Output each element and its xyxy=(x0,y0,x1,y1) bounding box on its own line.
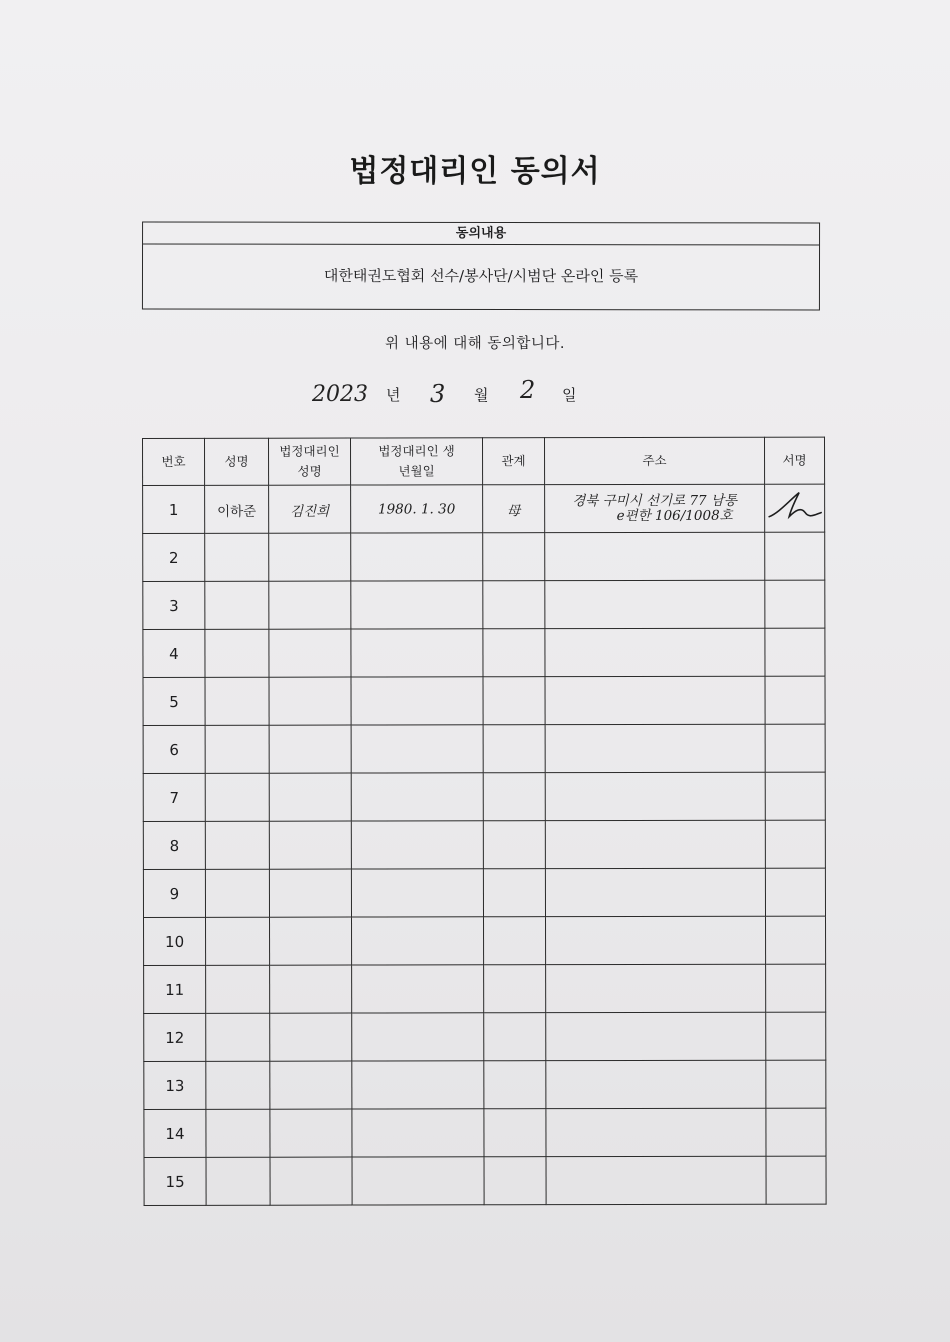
row-number: 3 xyxy=(143,581,205,629)
guardian-birthdate xyxy=(351,677,483,725)
student-name xyxy=(206,1061,270,1109)
guardian-birthdate: 1980. 1. 30 xyxy=(351,485,483,533)
table-row xyxy=(144,1156,826,1205)
row-number: 8 xyxy=(143,821,205,869)
guardian-birthdate xyxy=(352,1157,484,1205)
guardian-birthdate xyxy=(351,581,483,629)
table-row xyxy=(143,820,825,869)
guardian-relation xyxy=(484,1157,546,1205)
guardian-address xyxy=(546,1012,766,1060)
date-day-label: 일 xyxy=(562,386,577,404)
guardian-name xyxy=(269,725,351,773)
student-name xyxy=(206,1013,270,1061)
guardian-name xyxy=(269,821,351,869)
guardian-address xyxy=(545,676,765,724)
table-header-row xyxy=(143,437,825,485)
col-header-address: 주소 xyxy=(545,437,765,484)
guardian-name xyxy=(269,581,351,629)
guardian-name xyxy=(270,1061,352,1109)
guardian-birthdate xyxy=(352,917,484,965)
consent-box xyxy=(142,222,820,311)
guardian-address xyxy=(546,1108,766,1156)
guardian-signature xyxy=(766,1012,826,1060)
row-number: 1 xyxy=(143,485,205,533)
guardian-birthdate xyxy=(351,821,483,869)
student-name xyxy=(205,677,269,725)
student-name xyxy=(206,1109,270,1157)
row-number: 5 xyxy=(143,677,205,725)
row-number: 2 xyxy=(143,533,205,581)
student-name xyxy=(205,533,269,581)
guardian-signature xyxy=(766,916,826,964)
guardian-relation xyxy=(483,533,545,581)
guardian-birthdate xyxy=(352,1013,484,1061)
row-number: 9 xyxy=(143,869,205,917)
guardian-birthdate xyxy=(351,629,483,677)
table-row xyxy=(144,1060,826,1109)
consent-header: 동의내용 xyxy=(143,224,819,246)
guardian-birthdate xyxy=(352,1061,484,1109)
guardian-relation xyxy=(483,821,545,869)
guardian-relation: 母 xyxy=(483,485,545,533)
student-name xyxy=(205,821,269,869)
guardian-name xyxy=(270,1109,352,1157)
guardian-signature xyxy=(766,1060,826,1108)
col-header-no: 번호 xyxy=(143,438,205,485)
date-month-label: 월 xyxy=(474,386,489,404)
guardian-name-header-text: 법정대리인 성명 xyxy=(279,443,340,479)
guardian-signature xyxy=(765,820,825,868)
guardian-name xyxy=(269,533,351,581)
guardian-relation xyxy=(483,869,545,917)
student-name xyxy=(205,773,269,821)
guardian-relation xyxy=(483,773,545,821)
handwritten-signature xyxy=(765,486,825,526)
guardian-relation xyxy=(484,1109,546,1157)
guardian-address xyxy=(546,964,766,1012)
guardian-relation xyxy=(483,725,545,773)
guardian-signature xyxy=(765,868,825,916)
table-row xyxy=(143,772,825,821)
table-row xyxy=(143,484,825,533)
address-line-1: 경북 구미시 선기로 77 남통 xyxy=(572,492,738,509)
table-row xyxy=(144,1108,826,1157)
guardian-address xyxy=(546,1156,766,1204)
guardian-name xyxy=(269,869,351,917)
row-number: 14 xyxy=(144,1109,206,1157)
row-number: 6 xyxy=(143,725,205,773)
col-header-signature: 서명 xyxy=(764,437,824,484)
table-row xyxy=(143,724,825,773)
guardian-address xyxy=(545,868,765,916)
guardian-name xyxy=(270,1013,352,1061)
guardian-relation xyxy=(484,917,546,965)
guardian-address xyxy=(545,820,765,868)
student-name xyxy=(205,725,269,773)
student-name xyxy=(206,1157,270,1205)
col-header-name: 성명 xyxy=(205,438,269,485)
document-title: 법정대리인 동의서 xyxy=(349,154,601,189)
col-header-relation: 관계 xyxy=(483,438,545,485)
guardian-name xyxy=(270,1157,352,1205)
date-month: 3 xyxy=(430,380,446,408)
guardian-address xyxy=(545,580,765,628)
guardian-name xyxy=(269,677,351,725)
student-name xyxy=(205,629,269,677)
guardian-signature xyxy=(765,772,825,820)
student-name: 이하준 xyxy=(205,485,269,533)
guardian-relation xyxy=(483,581,545,629)
guardian-signature xyxy=(765,628,825,676)
table-row xyxy=(144,964,826,1013)
row-number: 10 xyxy=(144,917,206,965)
guardian-birthdate xyxy=(352,965,484,1013)
guardian-signature xyxy=(766,1108,826,1156)
consent-body: 대한태권도협회 선수/봉사단/시범단 온라인 등록 xyxy=(323,266,639,286)
row-number: 4 xyxy=(143,629,205,677)
table-row xyxy=(144,916,826,965)
guardian-birthdate xyxy=(351,773,483,821)
guardian-name xyxy=(270,965,352,1013)
guardian-address xyxy=(546,1060,766,1108)
guardian-relation xyxy=(484,1013,546,1061)
table-row xyxy=(143,868,825,917)
table-row xyxy=(143,532,825,581)
student-name xyxy=(206,917,270,965)
row-number: 12 xyxy=(144,1013,206,1061)
guardian-address xyxy=(545,772,765,820)
guardian-signature xyxy=(765,724,825,772)
guardian-signature xyxy=(765,484,825,532)
guardian-name: 김진희 xyxy=(269,485,351,533)
student-name xyxy=(206,965,270,1013)
table-row xyxy=(143,676,825,725)
guardian-name xyxy=(269,629,351,677)
guardian-relation xyxy=(483,677,545,725)
guardian-address xyxy=(546,916,766,964)
guardian-birthdate xyxy=(352,1109,484,1157)
date-day: 2 xyxy=(520,376,536,404)
row-number: 13 xyxy=(144,1061,206,1109)
guardian-name xyxy=(269,773,351,821)
col-header-guardian-name xyxy=(269,438,351,485)
guardian-address xyxy=(545,532,765,580)
guardian-signature xyxy=(766,964,826,1012)
row-number: 7 xyxy=(143,773,205,821)
guardian-signature xyxy=(765,580,825,628)
guardian-relation xyxy=(484,1061,546,1109)
agreement-statement: 위 내용에 대해 동의합니다. xyxy=(384,336,565,352)
guardian-address xyxy=(545,724,765,772)
table-row xyxy=(144,1012,826,1061)
guardian-table xyxy=(142,437,827,1206)
row-number: 15 xyxy=(144,1157,206,1205)
col-header-guardian-birth xyxy=(351,438,483,485)
table-row xyxy=(143,580,825,629)
date-line xyxy=(0,378,950,418)
date-year-label: 년 xyxy=(386,386,401,404)
guardian-signature xyxy=(765,532,825,580)
address-line-2: e편한 106/1008호 xyxy=(616,507,733,524)
student-name xyxy=(205,869,269,917)
guardian-signature xyxy=(765,676,825,724)
guardian-signature xyxy=(766,1156,826,1204)
guardian-address xyxy=(545,484,765,532)
guardian-birthdate xyxy=(351,533,483,581)
table-row xyxy=(143,628,825,677)
date-year: 2023 xyxy=(312,382,368,407)
guardian-name xyxy=(270,917,352,965)
student-name xyxy=(205,581,269,629)
guardian-address xyxy=(545,628,765,676)
guardian-birth-header-text: 법정대리인 생년월일 xyxy=(378,443,455,479)
guardian-birthdate xyxy=(351,725,483,773)
guardian-relation xyxy=(484,965,546,1013)
row-number: 11 xyxy=(144,965,206,1013)
guardian-birthdate xyxy=(351,869,483,917)
guardian-relation xyxy=(483,629,545,677)
